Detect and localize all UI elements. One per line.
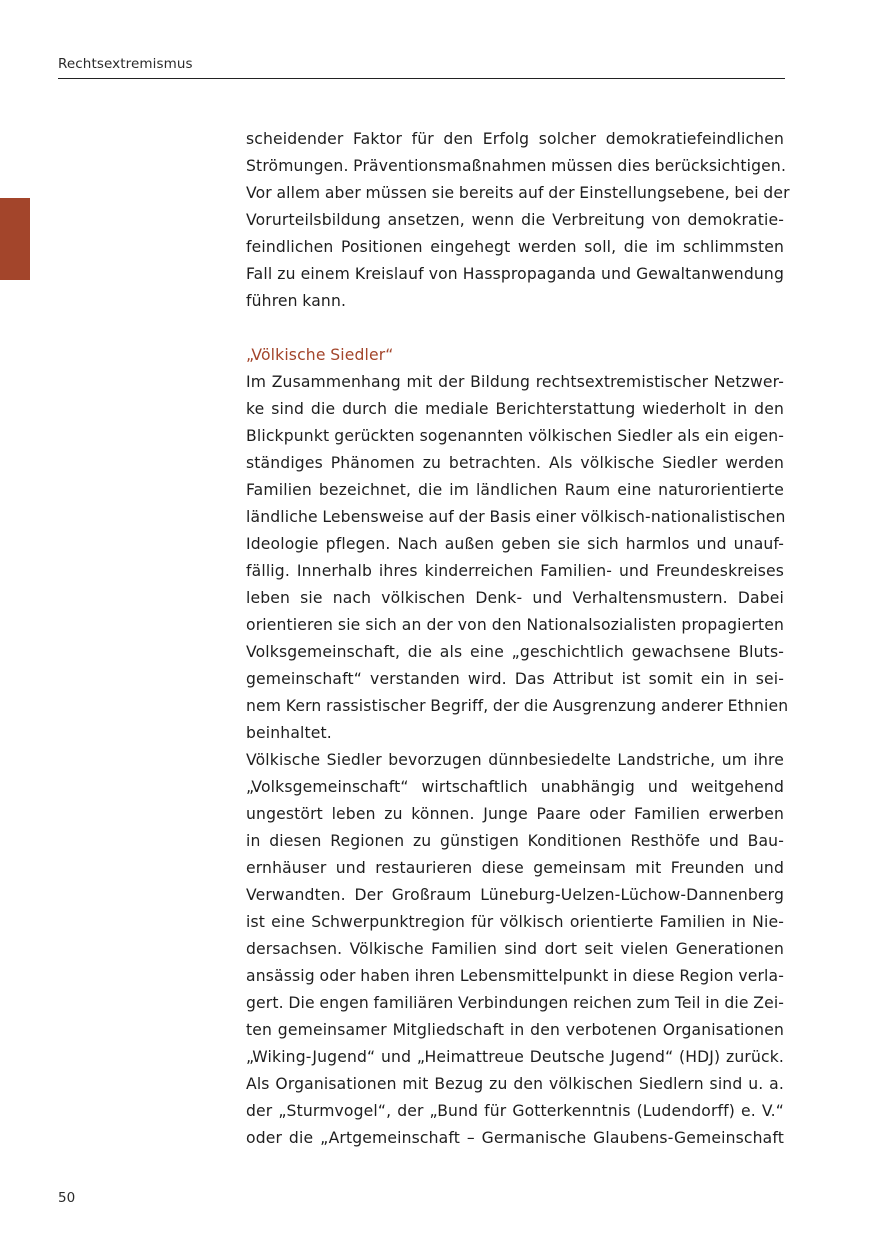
text-line: dersachsen. Völkische Familien sind dort seit vielen Generationen xyxy=(246,940,784,958)
paragraph-1 xyxy=(246,126,790,315)
paragraph-3 xyxy=(246,747,784,1152)
text-line: „Wiking-Jugend“ und „Heimattreue Deutsche Jugend“ (HDJ) zurück. xyxy=(246,1048,784,1066)
text-line: Familien bezeichnet, die im ländlichen Raum eine naturorientierte xyxy=(246,481,784,499)
text-line: Vor allem aber müssen sie bereits auf der Einstellungsebene, bei der xyxy=(246,184,790,202)
text-line: ländliche Lebensweise auf der Basis einer völkisch-nationalistischen xyxy=(246,508,786,526)
text-line: gert. Die engen familiären Verbindungen reichen zum Teil in die Zei- xyxy=(246,994,785,1012)
text-line: leben sie nach völkischen Denk- und Verhaltensmustern. Dabei xyxy=(246,589,784,607)
text-line: Volksgemeinschaft, die als eine „geschichtlich gewachsene Bluts- xyxy=(246,643,784,661)
text-line: Verwandten. Der Großraum Lüneburg-Uelzen-Lüchow-Dannenberg xyxy=(246,886,784,904)
running-head-title: Rechtsextremismus xyxy=(58,56,193,72)
text-line: ernhäuser und restaurieren diese gemeinsam mit Freunden und xyxy=(246,859,784,877)
text-line: Strömungen. Präventionsmaßnahmen müssen dies berücksichtigen. xyxy=(246,157,787,175)
header-divider xyxy=(58,78,785,79)
text-line: der „Sturmvogel“, der „Bund für Gotterkenntnis (Ludendorff) e. V.“ xyxy=(246,1102,784,1120)
text-line: fällig. Innerhalb ihres kinderreichen Familien- und Freundeskreises xyxy=(246,562,784,580)
text-line: Blickpunkt gerückten sogenannten völkischen Siedler als ein eigen- xyxy=(246,427,784,445)
text-line: beinhaltet. xyxy=(246,724,332,742)
text-line: „Volksgemeinschaft“ wirtschaftlich unabhängig und weitgehend xyxy=(246,778,784,796)
text-line: Ideologie pflegen. Nach außen geben sie sich harmlos und unauf- xyxy=(246,535,784,553)
main-text-column xyxy=(246,126,790,1152)
text-line: Als Organisationen mit Bezug zu den völkischen Siedlern sind u. a. xyxy=(246,1075,784,1093)
text-line: Vorurteilsbildung ansetzen, wenn die Verbreitung von demokratie- xyxy=(246,211,784,229)
text-line: ständiges Phänomen zu betrachten. Als völkische Siedler werden xyxy=(246,454,784,472)
text-line: ungestört leben zu können. Junge Paare oder Familien erwerben xyxy=(246,805,784,823)
text-line: orientieren sie sich an der von den Nationalsozialisten propagierten xyxy=(246,616,784,634)
text-line: führen kann. xyxy=(246,292,347,310)
text-line: Im Zusammenhang mit der Bildung rechtsextremistischer Netzwer- xyxy=(246,373,784,391)
text-line: in diesen Regionen zu günstigen Konditionen Resthöfe und Bau- xyxy=(246,832,784,850)
text-line: feindlichen Positionen eingehegt werden soll, die im schlimmsten xyxy=(246,238,784,256)
paragraph-2 xyxy=(246,369,789,747)
text-line: ten gemeinsamer Mitgliedschaft in den verbotenen Organisationen xyxy=(246,1021,784,1039)
text-line: oder die „Artgemeinschaft – Germanische Glaubens-Gemeinschaft xyxy=(246,1129,784,1147)
text-line: ke sind die durch die mediale Berichterstattung wiederholt in den xyxy=(246,400,784,418)
text-line: ist eine Schwerpunktregion für völkisch orientierte Familien in Nie- xyxy=(246,913,784,931)
text-line: Völkische Siedler bevorzugen dünnbesiedelte Landstriche, um ihre xyxy=(246,751,784,769)
section-heading: „Völkische Siedler“ xyxy=(246,346,394,364)
paragraph-spacer xyxy=(246,315,784,342)
text-line: nem Kern rassistischer Begriff, der die Ausgrenzung anderer Ethnien xyxy=(246,697,789,715)
text-line: gemeinschaft“ verstanden wird. Das Attribut ist somit ein in sei- xyxy=(246,670,784,688)
chapter-thumb-tab xyxy=(0,198,30,280)
text-line: Fall zu einem Kreislauf von Hasspropaganda und Gewaltanwendung xyxy=(246,265,784,283)
text-line: ansässig oder haben ihren Lebensmittelpunkt in diese Region verla- xyxy=(246,967,784,985)
text-line: scheidender Faktor für den Erfolg solcher demokratiefeindlichen xyxy=(246,130,784,148)
page-number: 50 xyxy=(58,1190,76,1206)
